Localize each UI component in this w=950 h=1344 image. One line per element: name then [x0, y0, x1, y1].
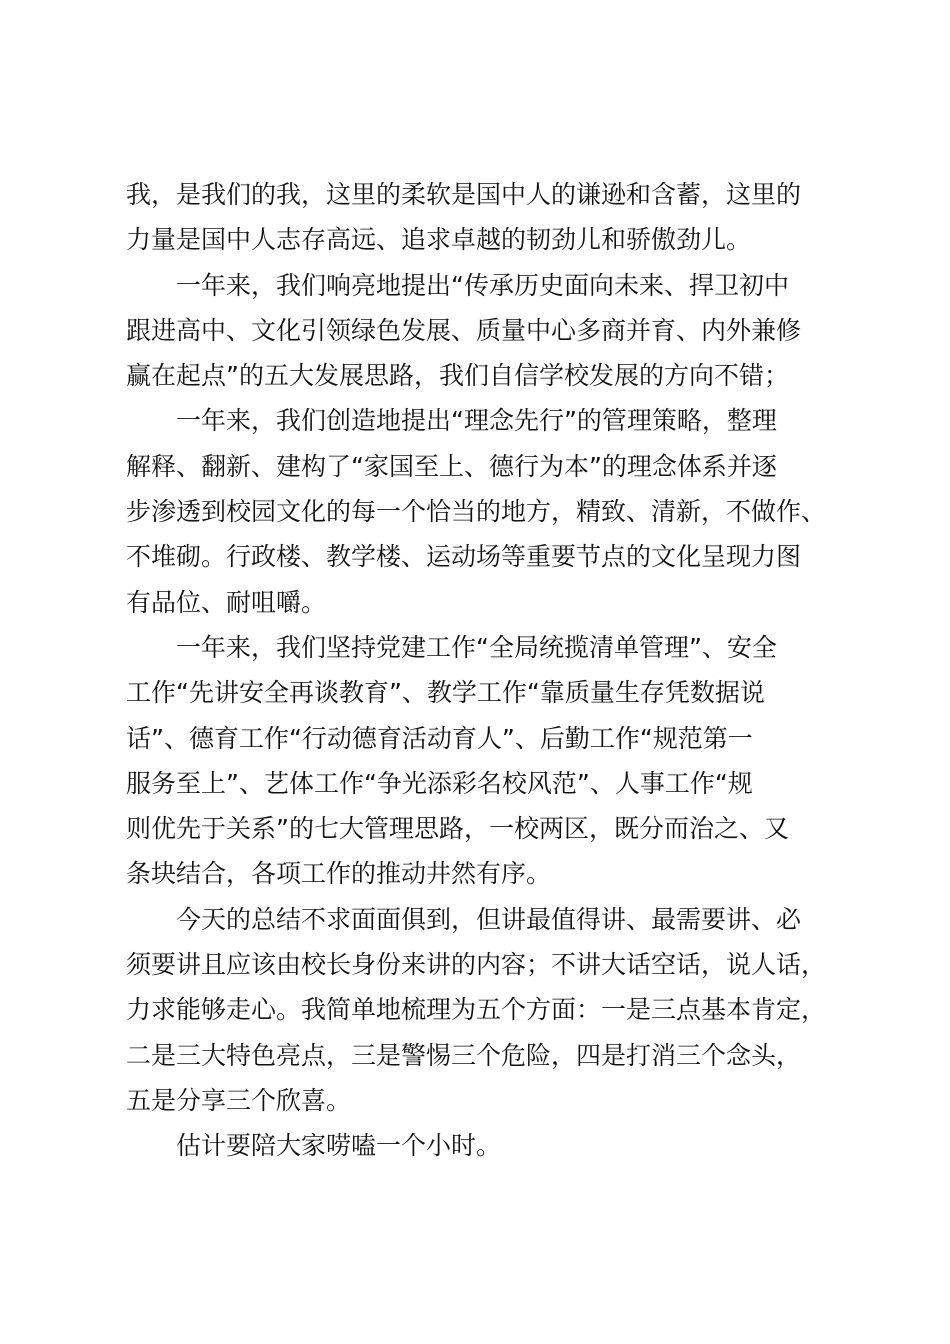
text-line: 话”、德育工作“行动德育活动育人”、后勤工作“规范第一	[126, 723, 753, 753]
text-line: 一年来，我们响亮地提出“传承历史面向未来、捍卫初中	[176, 270, 789, 300]
text-line: 二是三大特色亮点，三是警惕三个危险，四是打消三个念头，	[126, 1040, 802, 1070]
text-line: 一年来，我们创造地提出“理念先行”的管理策略，整理	[176, 406, 777, 436]
text-line: 则优先于关系”的七大管理思路，一校两区，既分而治之、又	[126, 814, 789, 844]
paragraph-2	[126, 263, 856, 399]
text-line: 跟进高中、文化引领绿色发展、质量中心多商并育、内外兼修	[126, 315, 802, 345]
text-line: 步渗透到校园文化的每一个恰当的地方，精致、清新，不做作、	[126, 497, 827, 527]
text-line: 有品位、耐咀嚼。	[126, 587, 327, 617]
text-line: 条块结合，各项工作的推动井然有序。	[126, 859, 552, 889]
paragraph-3	[126, 398, 856, 624]
text-line: 不堆砌。行政楼、教学楼、运动场等重要节点的文化呈现力图	[126, 542, 802, 572]
text-line: 赢在起点”的五大发展思路，我们自信学校发展的方向不错；	[126, 361, 789, 391]
text-line: 估计要陪大家唠嗑一个小时。	[176, 1131, 502, 1161]
document-body	[126, 172, 856, 1169]
paragraph-6	[126, 1123, 856, 1168]
text-line: 工作“先讲安全再谈教育”、教学工作“靠质量生存凭数据说	[126, 678, 765, 708]
paragraph-1	[126, 172, 856, 263]
text-line: 我，是我们的我，这里的柔软是国中人的谦逊和含蓄，这里的	[126, 180, 802, 209]
text-line: 力求能够走心。我简单地梳理为五个方面：一是三点基本肯定，	[126, 995, 827, 1025]
paragraph-4	[126, 625, 856, 897]
text-line: 力量是国中人志存高远、追求卓越的韧劲儿和骄傲劲儿。	[126, 225, 752, 255]
text-line: 五是分享三个欣喜。	[126, 1085, 352, 1115]
text-line: 解释、翻新、建构了“家国至上、德行为本”的理念体系并逐	[126, 451, 777, 481]
paragraph-5	[126, 897, 856, 1123]
text-line: 一年来，我们坚持党建工作“全局统揽清单管理”、安全	[176, 632, 777, 662]
text-line: 须要讲且应该由校长身份来讲的内容；不讲大话空话，说人话，	[126, 950, 827, 980]
text-line: 服务至上”、艺体工作“争光添彩名校风范”、人事工作“规	[126, 768, 753, 798]
text-line: 今天的总结不求面面俱到，但讲最值得讲、最需要讲、必	[176, 904, 802, 934]
